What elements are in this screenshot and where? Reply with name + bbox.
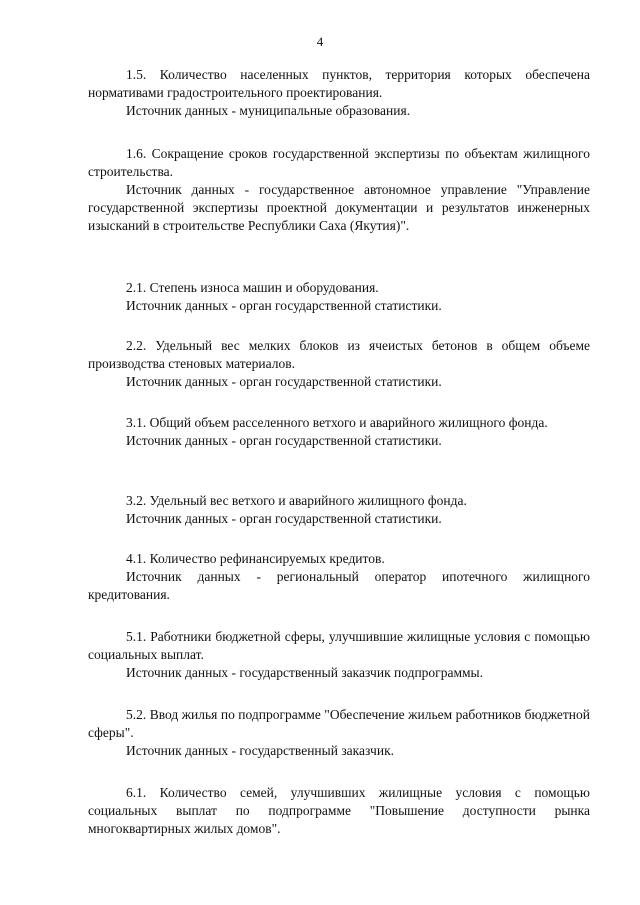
indicator-source: Источник данных - орган государственной статистики. bbox=[126, 374, 442, 389]
indicator-source: Источник данных - орган государственной статистики. bbox=[126, 433, 442, 448]
indicator-source: Источник данных - региональный оператор ипотечного жилищного кредитования. bbox=[88, 569, 590, 602]
indicator-text: 6.1. Количество семей, улучшивших жилищные условия с помощью социальных выплат по подпрограмме "Повышение доступности рынка многоквартирных жилых домов". bbox=[88, 785, 590, 836]
indicator-5-2 bbox=[88, 706, 590, 760]
indicator-source: Источник данных - государственный заказчик. bbox=[126, 743, 395, 758]
indicator-text: 3.2. Удельный вес ветхого и аварийного жилищного фонда. bbox=[126, 493, 467, 508]
indicator-3-1 bbox=[88, 414, 590, 450]
indicator-source: Источник данных - государственный заказчик подпрограммы. bbox=[126, 665, 483, 680]
indicator-2-1 bbox=[88, 279, 590, 315]
indicator-text: 3.1. Общий объем расселенного ветхого и аварийного жилищного фонда. bbox=[126, 415, 548, 430]
indicator-text: 2.1. Степень износа машин и оборудования. bbox=[126, 280, 379, 295]
indicator-source: Источник данных - орган государственной статистики. bbox=[126, 511, 442, 526]
indicator-4-1 bbox=[88, 550, 590, 604]
indicator-text: 1.5. Количество населенных пунктов, территория которых обеспечена нормативами градостроительного проектирования. bbox=[88, 67, 590, 100]
indicator-5-1 bbox=[88, 628, 590, 682]
indicator-source: Источник данных - государственное автономное управление "Управление государственной экспертизы проектной документации и результатов инженерных изысканий в строительстве Республики Саха (Якутия)". bbox=[88, 182, 590, 233]
indicator-3-2 bbox=[88, 492, 590, 528]
indicator-text: 2.2. Удельный вес мелких блоков из ячеистых бетонов в общем объеме производства стеновых материалов. bbox=[88, 338, 590, 371]
indicator-1-5 bbox=[88, 66, 590, 120]
indicator-source: Источник данных - муниципальные образования. bbox=[126, 103, 411, 118]
indicator-text: 1.6. Сокращение сроков государственной экспертизы по объектам жилищного строительства. bbox=[88, 146, 590, 179]
indicator-text: 4.1. Количество рефинансируемых кредитов. bbox=[126, 551, 385, 566]
page-number: 4 bbox=[316, 34, 324, 49]
indicator-1-6 bbox=[88, 145, 590, 235]
indicator-text: 5.2. Ввод жилья по подпрограмме "Обеспечение жильем работников бюджетной сферы". bbox=[88, 707, 590, 740]
indicator-2-2 bbox=[88, 337, 590, 391]
indicator-text: 5.1. Работники бюджетной сферы, улучшившие жилищные условия с помощью социальных выплат. bbox=[88, 629, 590, 662]
indicator-6-1 bbox=[88, 784, 590, 838]
indicator-source: Источник данных - орган государственной статистики. bbox=[126, 298, 442, 313]
